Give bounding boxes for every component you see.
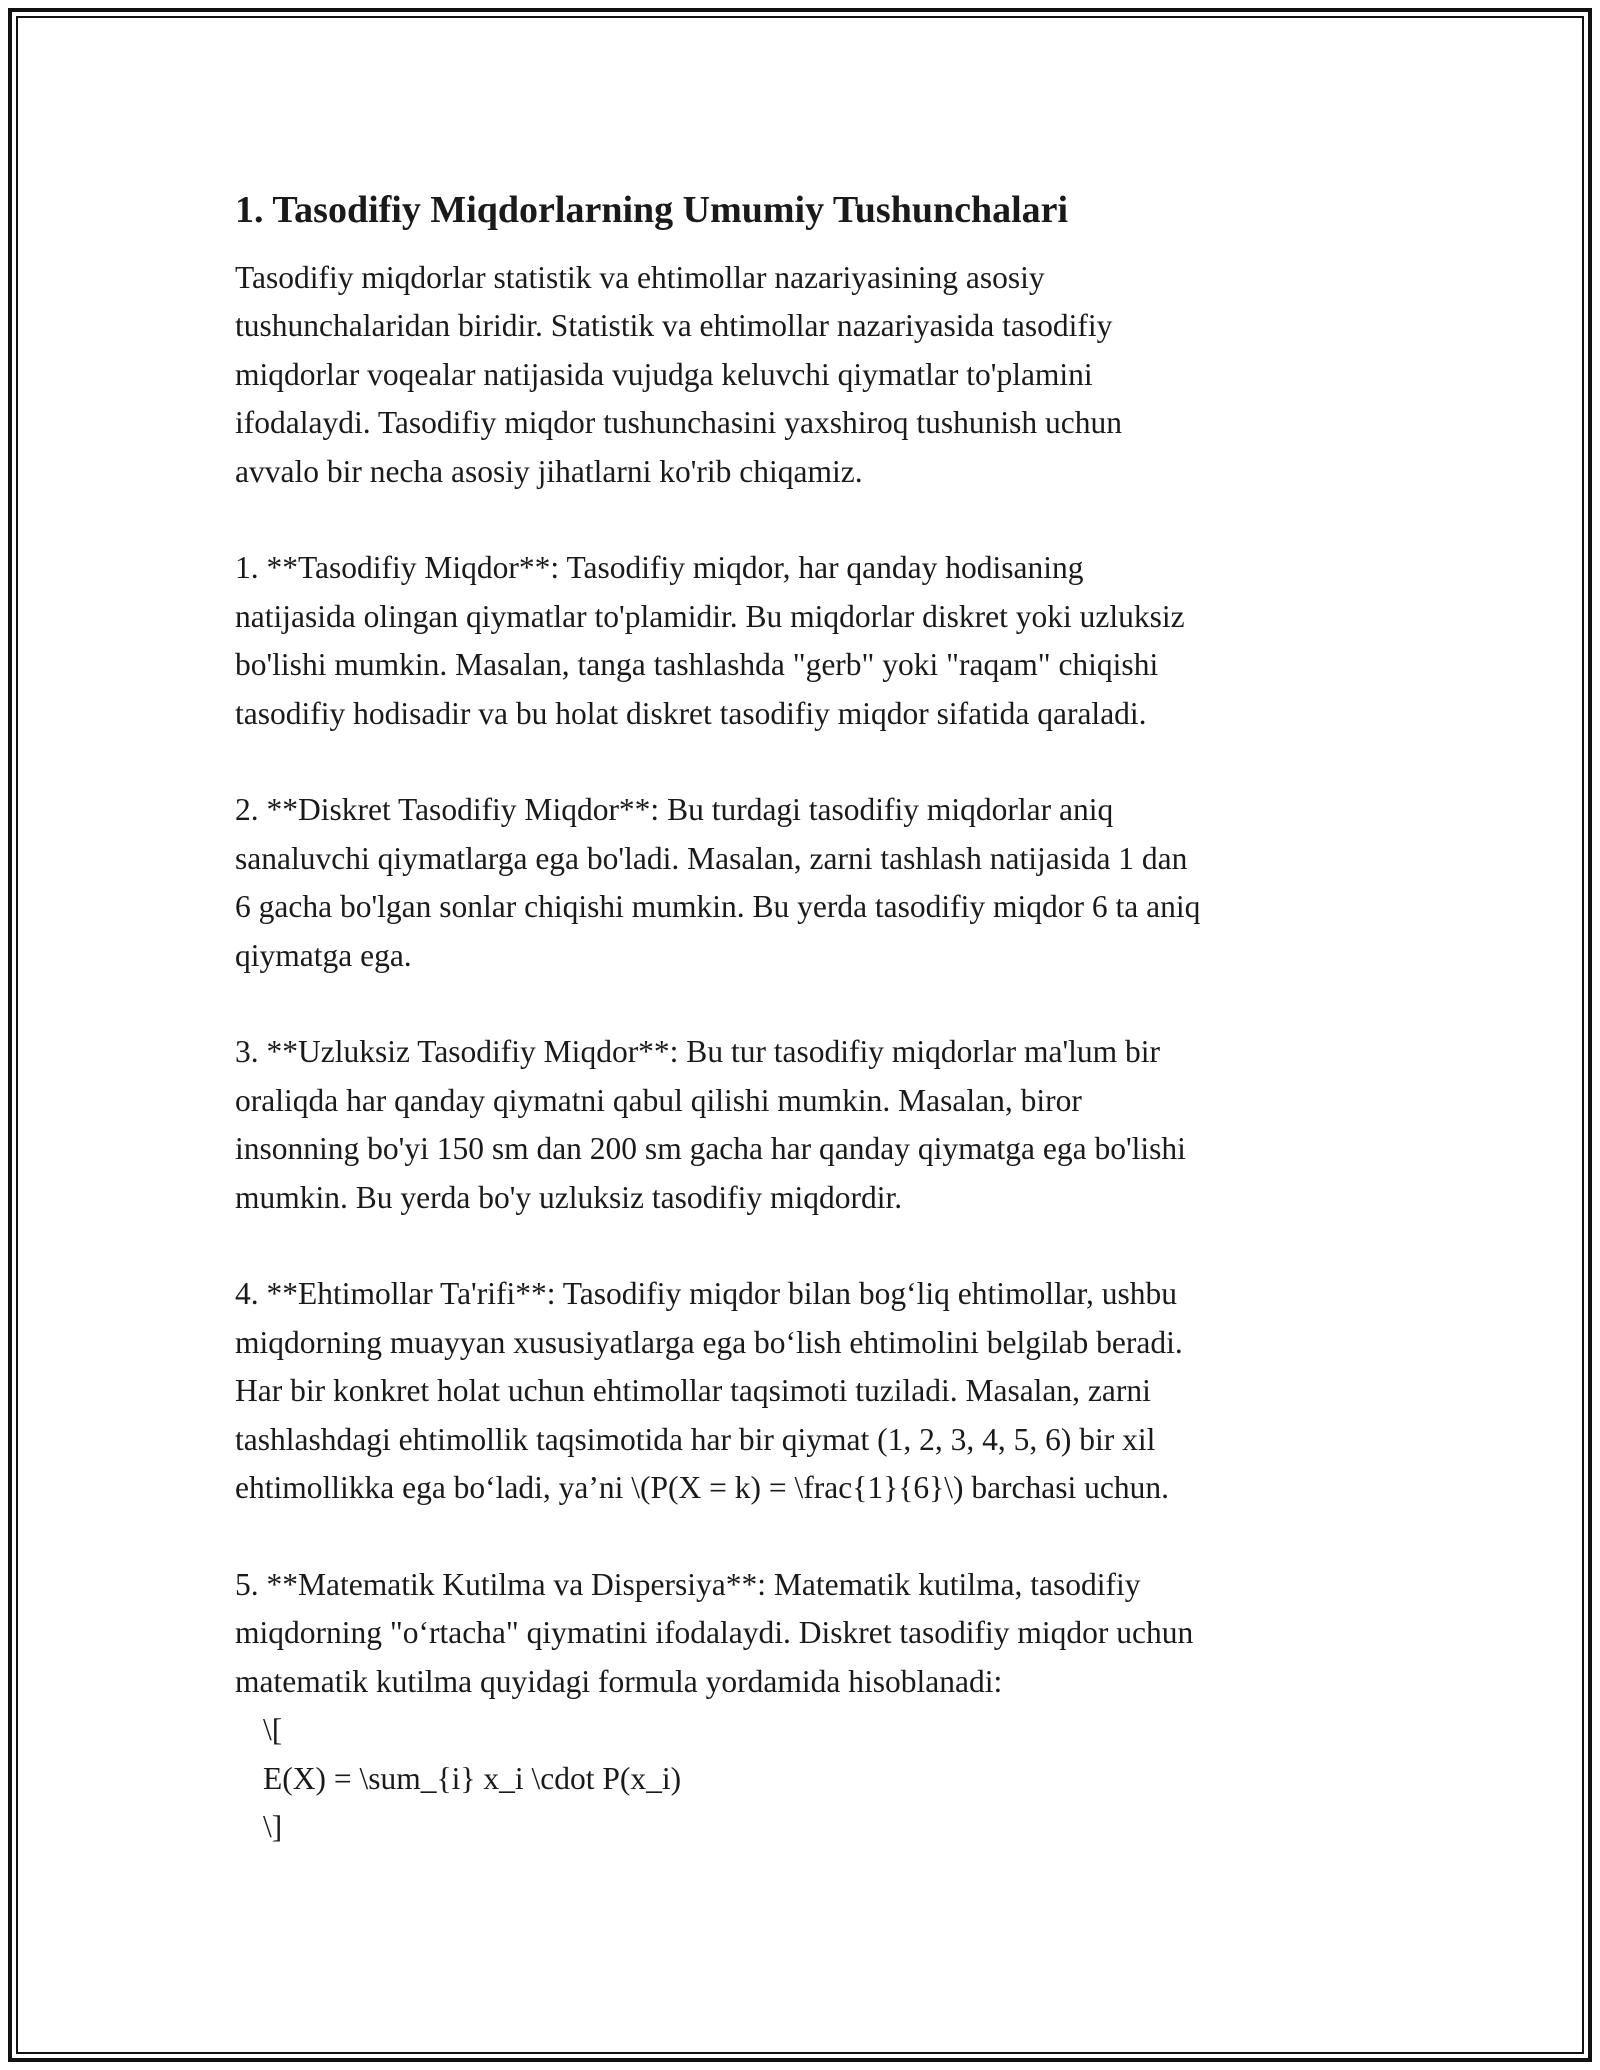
intro-paragraph: Tasodifiy miqdorlar statistik va ehtimollar nazariyasining asosiy tushunchalaridan biridir. Statistik va ehtimollar nazariyasida tasodifiy miqdorlar voqealar natijasida vujudga keluvchi qiymatlar to'plamini ifodalaydi. Tasodifiy miqdor tushunchasini yaxshiroq tushunish uchun avvalo bir necha asosiy jihatlarni ko'rib chiqamiz. — [235, 260, 1122, 489]
formula-open: \[ — [263, 1712, 283, 1748]
paragraph-random-variable: 1. **Tasodifiy Miqdor**: Tasodifiy miqdor, har qanday hodisaning natijasida olingan qiymatlar to'plamidir. Bu miqdorlar diskret yoki uzluksiz bo'lishi mumkin. Masalan, tanga tashlashda "gerb" yoki "raqam" chiqishi tasodifiy hodisadir va bu holat diskret tasodifiy miqdor sifatida qaraladi. — [235, 550, 1185, 731]
paragraph-expectation-text: 5. **Matematik Kutilma va Dispersiya**: Matematik kutilma, tasodifiy miqdorning "o‘rtacha" qiymatini ifodalaydi. Diskret tasodifiy miqdor uchun matematik kutilma quyidagi formula yordamida hisoblanadi: — [235, 1566, 1194, 1699]
paragraph-expectation-variance — [235, 1561, 1385, 1851]
document-body — [235, 186, 1385, 1851]
paragraph-probability-definition: 4. **Ehtimollar Ta'rifi**: Tasodifiy miqdor bilan bog‘liq ehtimollar, ushbu miqdorning muayyan xususiyatlarga ega bo‘lish ehtimolini belgilab beradi. Har bir konkret holat uchun ehtimollar taqsimoti tuziladi. Masalan, zarni tashlashdagi ehtimollik taqsimotida har bir qiymat (1, 2, 3, 4, 5, 6) bir xil ehtimollikka ega bo‘ladi, ya’ni \(P(X = k) = \frac{1}{6}\) barchasi uchun. — [235, 1276, 1183, 1506]
paragraph-discrete-variable: 2. **Diskret Tasodifiy Miqdor**: Bu turdagi tasodifiy miqdorlar aniq sanaluvchi qiymatlarga ega bo'ladi. Masalan, zarni tashlash natijasida 1 dan 6 gacha bo'lgan sonlar chiqishi mumkin. Bu yerda tasodifiy miqdor 6 ta aniq qiymatga ega. — [235, 792, 1201, 973]
formula-close: \] — [263, 1808, 283, 1844]
paragraph-continuous-variable: 3. **Uzluksiz Tasodifiy Miqdor**: Bu tur tasodifiy miqdorlar ma'lum bir oraliqda har qanday qiymatni qabul qilishi mumkin. Masalan, biror insonning bo'yi 150 sm dan 200 sm gacha har qanday qiymatga ega bo'lishi mumkin. Bu yerda bo'y uzluksiz tasodifiy miqdordir. — [235, 1034, 1186, 1215]
document-title: 1. Tasodifiy Miqdorlarning Umumiy Tushunchalari — [235, 189, 1069, 231]
formula-expectation: E(X) = \sum_{i} x_i \cdot P(x_i) — [263, 1760, 682, 1796]
